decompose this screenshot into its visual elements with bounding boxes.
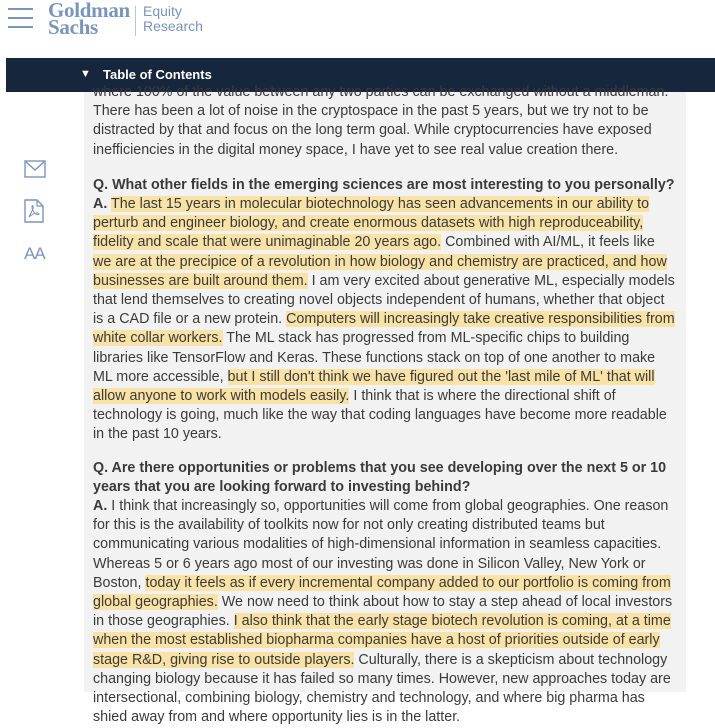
header — [0, 0, 715, 58]
answer-text: Culturally, there is a skepticism about technology changing biology because it has failed so many times. However, new approaches today are intersectional, combining biology, chemistry and technology, and where big pharma has shied away from and where opportunity lies is in the latter. — [93, 651, 671, 726]
highlight: today it feels as if every incremental company added to our portfolio is coming from global geographies. — [93, 574, 671, 611]
highlight: I also think that the early stage biotech revolution is coming, at a time when the most established biopharma companies have a host of priorities outside of early stage R&D, giving rise to outside players. — [93, 613, 671, 668]
brand-divider — [135, 6, 136, 36]
brand-line-1: Goldman — [48, 0, 130, 22]
answer-label-1: A. — [93, 196, 108, 213]
intro-cut-line: where 100% of the value between any two parties can be exchanged without a middleman. There — [93, 84, 669, 120]
answer-text: I think that increasingly so, opportunities will come from global geographies. One reason for this is the availability of toolkits now for not only creating distributed teams but communicating various modalities of high-dimensional information in seamless capacities. Whereas 5 or 6 years ago most of our investing was done in Silicon Valley, New York or Boston, — [93, 498, 669, 591]
brand-subtitle-line-1: Equity — [143, 3, 182, 19]
pdf-icon[interactable] — [24, 199, 50, 228]
chevron-down-icon[interactable]: ▼ — [80, 68, 91, 80]
brand-subtitle — [143, 4, 203, 34]
text-size-icon[interactable]: AA — [24, 244, 45, 263]
toc-label[interactable]: Table of Contents — [103, 67, 212, 82]
qa-block-2 — [93, 459, 676, 728]
brand-subtitle-line-2: Research — [143, 18, 203, 34]
highlight: we are at the precipice of a revolution in how biology and chemistry are practiced, and how businesses are built around them. — [93, 253, 667, 289]
answer-text: I am very excited about generative ML, especially models that lend themselves to creating novel objects independent of humans, whether that object is a CAD file or a new protein. — [93, 272, 675, 328]
answer-label-2: A. — [93, 498, 108, 515]
highlight: Computers will increasingly take creative responsibilities from white collar workers. — [93, 311, 675, 347]
brand-logo[interactable] — [48, 0, 130, 39]
highlight: but I still don't think we have figured out the 'last mile of ML' that will allow anyone to work with models easily. — [93, 368, 655, 405]
answer-text: Combined with AI/ML, it feels like — [441, 234, 655, 251]
answer-text: We now need to think about how to stay a step ahead of local investors in those geographies. — [93, 594, 673, 630]
question-1: Q. What other fields in the emerging sciences are most interesting to you personally? — [93, 176, 675, 193]
intro-text: has been a lot of noise in the cryptospace in the past 5 years, but we try not to be distracted by that and focus on the long term goal. While cryptocurrencies have exposed inefficiencies in the digital money space, I have yet to see real value creation there. — [93, 103, 652, 158]
article-body — [84, 84, 686, 726]
qa-block-1 — [93, 176, 676, 445]
side-actions — [24, 160, 50, 280]
menu-icon[interactable] — [8, 8, 33, 30]
highlight: The last 15 years in molecular biotechnology has seen advancements in our ability to perturb and engineer biology, and create enormous datasets with high reproduceability, fidelity and scale that were unimaginable 20 years ago. — [93, 196, 650, 251]
mail-icon[interactable] — [24, 160, 50, 183]
brand-line-2: Sachs — [48, 15, 98, 39]
intro-paragraph — [93, 83, 676, 160]
answer-text: The ML stack has progressed from ML-specific chips to building libraries like TensorFlow and Keras. These functions stack on top of one another to make ML more accessible, — [93, 330, 656, 385]
answer-text: I think that is where the directional shift of technology is going, much like the way that coding languages have become more readable in the past 10 years. — [93, 388, 667, 443]
question-2: Q. Are there opportunities or problems that you see developing over the next 5 or 10 years that you are looking forward to investing behind? — [93, 459, 667, 495]
